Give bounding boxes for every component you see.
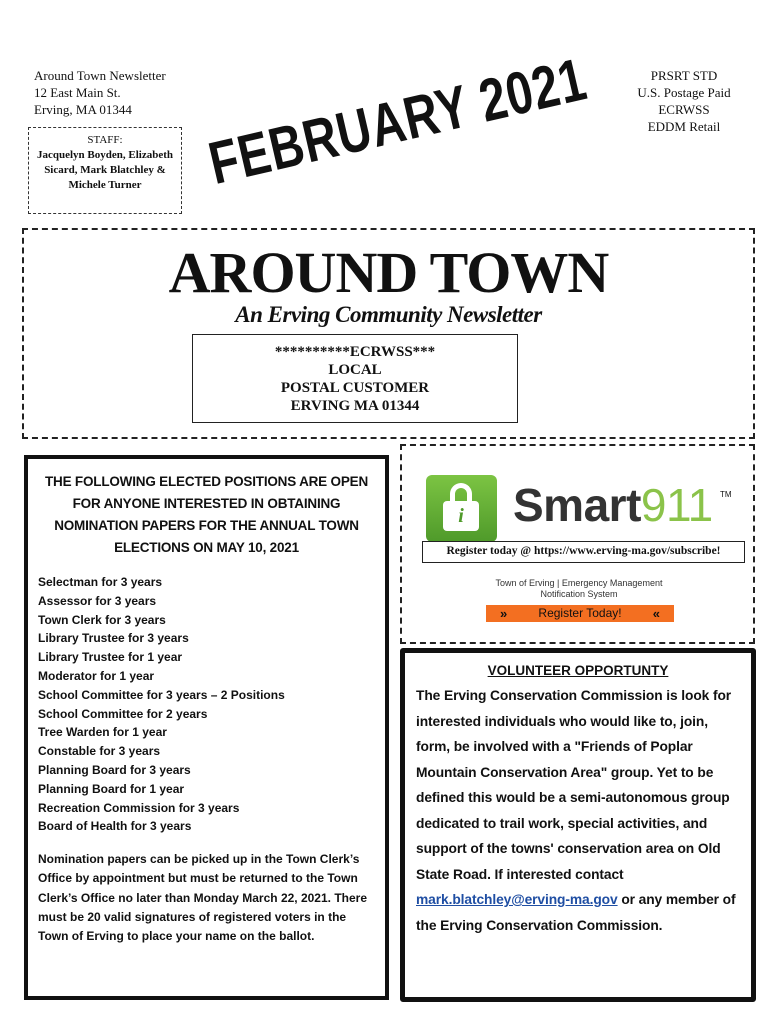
position-item: School Committee for 3 years – 2 Positions (38, 687, 285, 702)
mailing-line: **********ECRWSS*** (274, 344, 436, 360)
return-address-line: Around Town Newsletter (34, 68, 166, 83)
volunteer-article (400, 648, 756, 1002)
newsletter-subtitle: An Erving Community Newsletter (235, 302, 542, 327)
position-item: Town Clerk for 3 years (38, 612, 166, 627)
postage-line: ECRWSS (658, 102, 710, 117)
position-item: School Committee for 2 years (38, 706, 208, 721)
register-url[interactable]: Register today @ https://www.erving-ma.gov/subscribe! (422, 541, 745, 563)
position-item: Moderator for 1 year (38, 668, 155, 683)
volunteer-title: VOLUNTEER OPPORTUNTY (487, 663, 669, 678)
position-item: Tree Warden for 1 year (38, 725, 167, 740)
smart911-brand-part2: 911 (640, 479, 713, 531)
notification-line: Notification System (540, 589, 618, 599)
newsletter-title: AROUND TOWN (168, 240, 609, 305)
trademark-mark: TM (720, 490, 732, 499)
return-address-line: 12 East Main St. (34, 85, 121, 100)
staff-title: STAFF: (87, 134, 123, 146)
postage-line: U.S. Postage Paid (637, 85, 731, 100)
notification-line: Town of Erving | Emergency Management (495, 578, 663, 588)
position-item: Planning Board for 3 years (38, 762, 191, 777)
volunteer-text: The Erving Conservation Commission is look for interested individuals who would like to, join, form, be involved with a "Friends of Poplar Mountain Conservation Area" group. Yet to be defined this would be a semi-autonomous group dedicated to trail work, special activities, and support of the towns' conservation area on Old State Road. If interested contact (416, 688, 732, 882)
position-item: Selectman for 3 years (38, 575, 163, 589)
masthead (22, 228, 755, 439)
volunteer-body (405, 679, 751, 938)
info-icon: i (443, 501, 479, 531)
lock-icon (450, 483, 472, 503)
mailing-line: ERVING MA 01344 (290, 398, 420, 414)
mailing-label (192, 334, 518, 423)
contact-email-link[interactable]: mark.blatchley@erving-ma.gov (416, 892, 618, 907)
return-address-line: Erving, MA 01344 (34, 102, 132, 117)
positions-list (28, 559, 385, 836)
postage-line: EDDM Retail (647, 119, 721, 134)
register-today-label: Register Today! (538, 606, 622, 620)
register-today-button[interactable] (486, 605, 674, 622)
elections-footer: Nomination papers can be picked up in the Town Clerk’s Office by appointment but must be returned to the Town Clerk’s Office no later than Monday March 22, 2021. There must be 20 valid signatures of registered voters in the Town of Erving to place your name on the ballot. (38, 852, 367, 943)
return-address (34, 67, 166, 118)
elections-heading: THE FOLLOWING ELECTED POSITIONS ARE OPEN FOR ANYONE INTERESTED IN OBTAINING NOMINATION PAPERS FOR THE ANNUAL TOWN ELECTIONS ON MAY 10, 2021 (44, 474, 368, 555)
postage-indicia (622, 67, 746, 135)
position-item: Planning Board for 1 year (38, 781, 185, 796)
staff-box (28, 127, 182, 214)
mailing-line: POSTAL CUSTOMER (280, 380, 430, 396)
position-item: Constable for 3 years (38, 744, 161, 759)
position-item: Recreation Commission for 3 years (38, 800, 240, 815)
smart911-ad (400, 444, 755, 644)
issue-date-text: FEBRUARY 2021 (202, 45, 593, 198)
smart911-brand-part1: Smart (513, 479, 641, 531)
chevron-right-icon: » (500, 606, 508, 621)
issue-date (189, 1, 593, 198)
smart911-wordmark (513, 479, 713, 531)
volunteer-text: or any member of the Erving Conservation Commission. (416, 892, 736, 933)
chevron-left-icon: « (652, 606, 660, 621)
position-item: Board of Health for 3 years (38, 819, 192, 834)
elections-article (24, 455, 389, 1000)
notification-banner (468, 578, 690, 630)
position-item: Library Trustee for 1 year (38, 650, 183, 665)
position-item: Library Trustee for 3 years (38, 631, 189, 646)
postage-line: PRSRT STD (650, 68, 718, 83)
smart911-logo (426, 475, 497, 542)
staff-names: Jacquelyn Boyden, Elizabeth Sicard, Mark Blatchley & Michele Turner (37, 149, 173, 191)
position-item: Assessor for 3 years (38, 593, 157, 608)
mailing-line: LOCAL (328, 362, 382, 378)
